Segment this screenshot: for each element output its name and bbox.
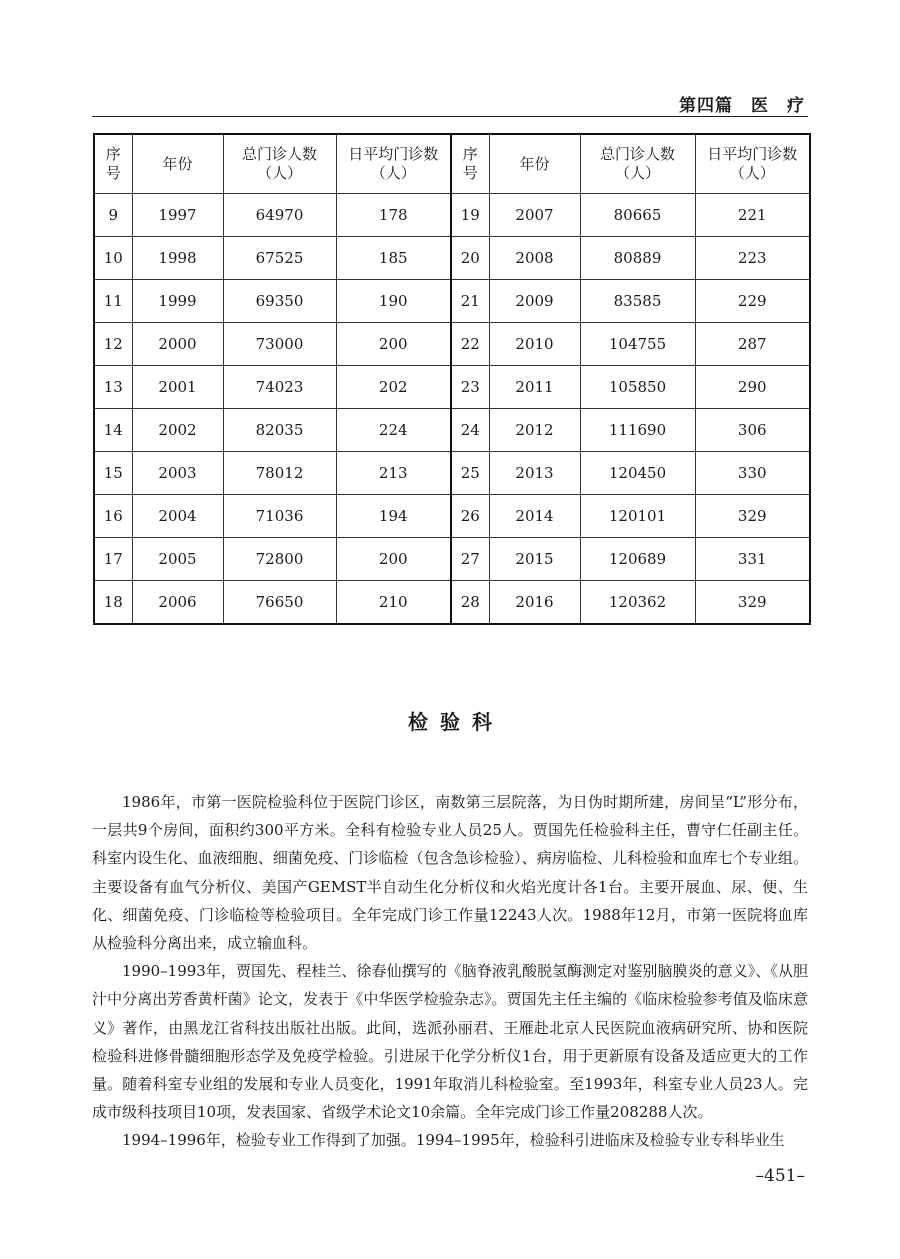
table-cell: 26 [451,495,489,538]
table-row [94,538,810,581]
table-cell: 210 [336,581,451,625]
table-cell: 329 [695,495,810,538]
table-cell: 2010 [489,323,580,366]
table-cell: 72800 [223,538,336,581]
table-cell: 120362 [580,581,695,625]
table-cell: 23 [451,366,489,409]
table-cell: 83585 [580,280,695,323]
column-header [695,134,810,194]
column-header-line: （人） [370,164,416,182]
header-rule [92,116,808,117]
page-number: –451– [755,1166,805,1186]
table-row [94,409,810,452]
table-cell: 76650 [223,581,336,625]
table-cell: 73000 [223,323,336,366]
table-cell: 2001 [132,366,223,409]
table-header-row [94,134,810,194]
column-header-line: 年份 [519,154,550,173]
table-cell: 16 [94,495,132,538]
table-cell: 178 [336,194,451,237]
column-header-line: （人） [614,164,660,182]
table-cell: 18 [94,581,132,625]
column-header-line: 序 [462,145,478,163]
table-cell: 2016 [489,581,580,625]
table-cell: 105850 [580,366,695,409]
column-header-line: （人） [256,164,302,182]
table-cell: 12 [94,323,132,366]
table-cell: 221 [695,194,810,237]
paragraph: 1990–1993年，贾国先、程桂兰、徐春仙撰写的《脑脊液乳酸脱氢酶测定对鉴别脑膜炎的意义》、《从胆汁中分离出芳香黄杆菌》论文，发表于《中华医学检验杂志》。贾国先主任主编的《临床检验参考值及临床意义》著作，由黑龙江省科技出版社出版。此间，选派孙丽君、王雁赴北京人民医院血液病研究所、协和医院检验科进修骨髓细胞形态学及免疫学检验。引进尿干化学分析仪1台，用于更新原有设备及适应更大的工作量。随着科室专业组的发展和专业人员变化，1991年取消儿科检验室。至1993年，科室专业人员23人。完成市级科技项目10项，发表国家、省级学术论文10余篇。全年完成门诊工作量208288人次。 [92,962,808,1122]
table-cell: 1998 [132,237,223,280]
section-title: 检验科 [408,710,504,734]
table-cell: 21 [451,280,489,323]
table-cell: 2008 [489,237,580,280]
column-header-line: 总门诊人数 [599,145,675,163]
table-cell: 194 [336,495,451,538]
table-cell: 200 [336,538,451,581]
table-cell: 69350 [223,280,336,323]
table-cell: 2014 [489,495,580,538]
table-cell: 13 [94,366,132,409]
table-row [94,194,810,237]
table-cell: 67525 [223,237,336,280]
table-cell: 74023 [223,366,336,409]
table-cell: 2003 [132,452,223,495]
table-cell: 2012 [489,409,580,452]
table-cell: 17 [94,538,132,581]
table-cell: 120689 [580,538,695,581]
column-header [132,134,223,194]
column-header [336,134,451,194]
table-cell: 185 [336,237,451,280]
table-cell: 224 [336,409,451,452]
table-cell: 80889 [580,237,695,280]
column-header [94,134,132,194]
table-cell: 2013 [489,452,580,495]
table-cell: 2015 [489,538,580,581]
table-cell: 22 [451,323,489,366]
table-cell: 329 [695,581,810,625]
outpatient-statistics-table [93,133,811,625]
table-cell: 104755 [580,323,695,366]
column-header-line: 总门诊人数 [241,145,317,163]
table-cell: 120450 [580,452,695,495]
column-header-line: 号 [105,164,121,182]
table-cell: 2005 [132,538,223,581]
table-cell: 229 [695,280,810,323]
table-cell: 19 [451,194,489,237]
table-cell: 25 [451,452,489,495]
table-cell: 2011 [489,366,580,409]
column-header [489,134,580,194]
table-cell: 11 [94,280,132,323]
table-cell: 290 [695,366,810,409]
column-header [451,134,489,194]
table-cell: 2007 [489,194,580,237]
table-row [94,237,810,280]
column-header-line: 序 [105,145,121,163]
paragraph: 1994–1996年，检验专业工作得到了加强。1994–1995年，检验科引进临床及检验专业专科毕业生 [122,1131,785,1150]
table-cell: 14 [94,409,132,452]
table-cell: 80665 [580,194,695,237]
column-header-line: 日平均门诊数 [707,145,798,163]
table-cell: 120101 [580,495,695,538]
column-header-line: 日平均门诊数 [348,145,439,163]
table-cell: 9 [94,194,132,237]
column-header [223,134,336,194]
table-row [94,452,810,495]
table-row [94,323,810,366]
table-cell: 82035 [223,409,336,452]
table-header [94,134,810,194]
table-cell: 1999 [132,280,223,323]
column-header-line: 号 [462,164,478,182]
table-cell: 2006 [132,581,223,625]
table-row [94,495,810,538]
table-cell: 213 [336,452,451,495]
column-header [580,134,695,194]
table-cell: 306 [695,409,810,452]
column-header-line: 年份 [162,154,193,173]
table-cell: 71036 [223,495,336,538]
table-cell: 2004 [132,495,223,538]
table-cell: 28 [451,581,489,625]
table-cell: 20 [451,237,489,280]
column-header-line: （人） [729,164,775,182]
table-cell: 2000 [132,323,223,366]
table-cell: 24 [451,409,489,452]
table-body [94,194,810,625]
table-cell: 223 [695,237,810,280]
table-cell: 331 [695,538,810,581]
table-cell: 2002 [132,409,223,452]
table-cell: 15 [94,452,132,495]
table-cell: 111690 [580,409,695,452]
table-cell: 78012 [223,452,336,495]
table-cell: 1997 [132,194,223,237]
table-cell: 10 [94,237,132,280]
table-cell: 330 [695,452,810,495]
paragraph: 1986年，市第一医院检验科位于医院门诊区，南数第三层院落，为日伪时期所建，房间呈“L”形分布，一层共9个房间，面积约300平方米。全科有检验专业人员25人。贾国先任检验科主任，曹守仁任副主任。科室内设生化、血液细胞、细菌免疫、门诊临检（包含急诊检验）、病房临检、儿科检验和血库七个专业组。主要设备有血气分析仪、美国产GEMST半自动生化分析仪和火焰光度计各1台。主要开展血、尿、便、生化、细菌免疫、门诊临检等检验项目。全年完成门诊工作量12243人次。1988年12月，市第一医院将血库从检验科分离出来，成立输血科。 [92,793,808,953]
running-head-title: 第四篇 医 疗 [679,96,805,116]
table-cell: 190 [336,280,451,323]
table-cell: 202 [336,366,451,409]
table-row [94,581,810,625]
table-cell: 64970 [223,194,336,237]
table-cell: 287 [695,323,810,366]
table-cell: 200 [336,323,451,366]
section-body [92,788,808,1155]
table-cell: 27 [451,538,489,581]
table-cell: 2009 [489,280,580,323]
table-row [94,366,810,409]
table-row [94,280,810,323]
